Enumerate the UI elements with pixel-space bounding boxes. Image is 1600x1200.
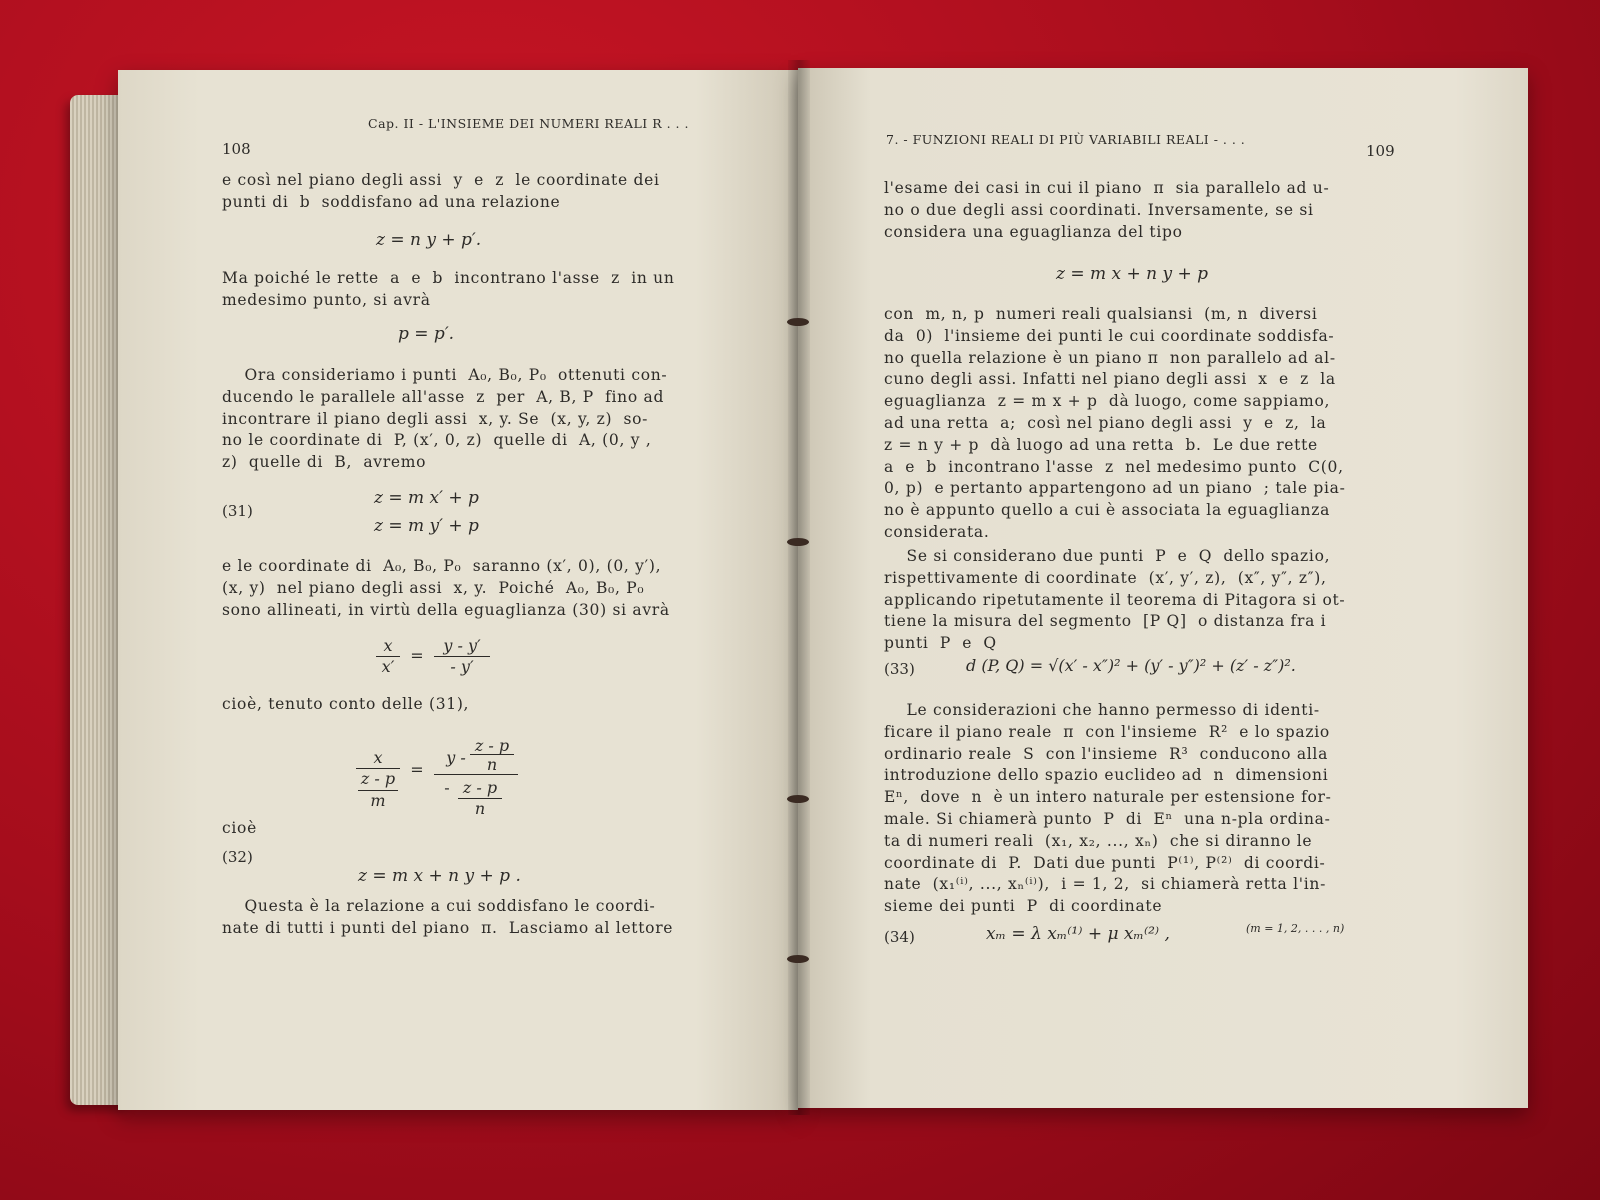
equation-number: (34) — [884, 928, 915, 946]
fraction-numerator: y - y′ — [443, 636, 481, 655]
fraction-numerator: y - — [446, 748, 466, 767]
equation-number: (31) — [222, 502, 253, 520]
binding-hole — [787, 795, 809, 803]
page-number-right: 109 — [1366, 142, 1395, 160]
equation-number: (33) — [884, 660, 915, 678]
paragraph: Le considerazioni che hanno permesso di identi- ficare il piano reale π con l'insieme R² e lo spazio ordinario reale S con l'insieme R³ conducono alla introduzione dello spazio euclideo ad n dimensioni Eⁿ, dove n è un intero naturale per estensione for- male. Si chiamerà punto P di Eⁿ una n-pla ordina- ta di numeri reali (x₁, x₂, ..., xₙ) che si diranno le coordinate di P. Dati due punti P⁽¹⁾, P⁽²⁾ di coordi- nate (x₁⁽ⁱ⁾, ..., xₙ⁽ⁱ⁾), i = 1, 2, si chiamerà retta l'in- sieme dei punti P di coordinate — [884, 701, 1332, 916]
paragraph: l'esame dei casi in cui il piano π sia parallelo ad u- no o due degli assi coordinati. Inversamente, se si considera una eguaglianza del tipo — [884, 179, 1330, 241]
fraction-numerator: x — [373, 748, 383, 767]
running-header-left: Cap. II - L'INSIEME DEI NUMERI REALI R . . . — [368, 116, 689, 131]
fraction-numerator: z - p — [474, 736, 510, 755]
equation: d (P, Q) = √(x′ - x″)² + (y′ - y″)² + (z′ - z″)². — [966, 656, 1296, 675]
binding-hole — [787, 955, 809, 963]
paragraph: e così nel piano degli assi y e z le coordinate dei punti di b soddisfano ad una relazione — [222, 171, 660, 211]
fraction-denominator: - y′ — [434, 656, 490, 676]
equals-sign: = — [410, 646, 424, 665]
fraction-numerator: z - p — [462, 778, 498, 797]
equation-number: (32) — [222, 848, 253, 866]
left-page — [118, 70, 798, 1110]
equation: z = m x′ + p — [374, 488, 479, 508]
binding-hole — [787, 318, 809, 326]
fraction-denominator: m — [358, 790, 398, 810]
paragraph: e le coordinate di A₀, B₀, P₀ saranno (x′, 0), (0, y′), (x, y) nel piano degli assi x, y. Poiché A₀, B₀, P₀ sono allineati, in virtù della eguaglianza (30) si avrà — [222, 557, 670, 619]
paragraph: cioè — [222, 819, 257, 837]
paragraph: Se si considerano due punti P e Q dello spazio, rispettivamente di coordinate (x′, y′, z), (x″, y″, z″), applicando ripetutamente il teorema di Pitagora si ot- tiene la misura del segmento [P Q] o distanza fra i punti P e Q — [884, 547, 1346, 653]
right-page — [798, 68, 1528, 1108]
equation: z = m x + n y + p . — [358, 866, 521, 886]
page-number-left: 108 — [222, 140, 251, 158]
paragraph: cioè, tenuto conto delle (31), — [222, 695, 470, 713]
index-range: (m = 1, 2, . . . , n) — [1246, 922, 1345, 935]
equation: z = m x + n y + p — [1056, 264, 1209, 284]
minus-sign: - — [444, 778, 450, 797]
paragraph: con m, n, p numeri reali qualsiansi (m, n diversi da 0) l'insieme dei punti le cui coordinate soddisfa- no quella relazione è un piano π non parallelo ad al- cuno degli assi. Infatti nel piano degli assi x e z la eguaglianza z = m x + p dà luogo, come sappiamo, ad una retta a; così nel piano degli assi y e z, la z = n y + p dà luogo ad una retta b. Le due rette a e b incontrano l'asse z nel medesimo punto C(0, 0, p) e pertanto appartengono ad un piano ; tale pia- no è appunto quello a cui è associata la eguaglianza considerata. — [884, 305, 1346, 541]
fraction-line — [434, 774, 518, 775]
paragraph: Questa è la relazione a cui soddisfano le coordi- nate di tutti i punti del piano π. Lasciamo al lettore — [222, 897, 674, 937]
fraction-denominator: x′ — [376, 656, 400, 676]
paragraph: Ora consideriamo i punti A₀, B₀, P₀ ottenuti con- ducendo le parallele all'asse z per A, B, P fino ad incontrare il piano degli assi x, y. Se (x, y, z) so- no le coordinate di P, (x′, 0, z) quelle di A, (0, y , z) quelle di B, avremo — [222, 366, 668, 472]
fraction-numerator: x — [383, 636, 393, 655]
fraction-denominator: n — [458, 798, 502, 818]
running-header-right: 7. - FUNZIONI REALI DI PIÙ VARIABILI REALI - . . . — [886, 132, 1246, 147]
paragraph: Ma poiché le rette a e b incontrano l'asse z in un medesimo punto, si avrà — [222, 269, 675, 309]
equation: z = m y′ + p — [374, 516, 479, 536]
binding-hole — [787, 538, 809, 546]
fraction-denominator: n — [470, 754, 514, 774]
equals-sign: = — [410, 760, 424, 779]
equation: p = p′. — [398, 324, 455, 344]
equation: xₘ = λ xₘ⁽¹⁾ + μ xₘ⁽²⁾ , — [986, 924, 1170, 944]
equation: z = n y + p′. — [376, 230, 482, 250]
fraction-denominator: z - p — [356, 768, 400, 788]
